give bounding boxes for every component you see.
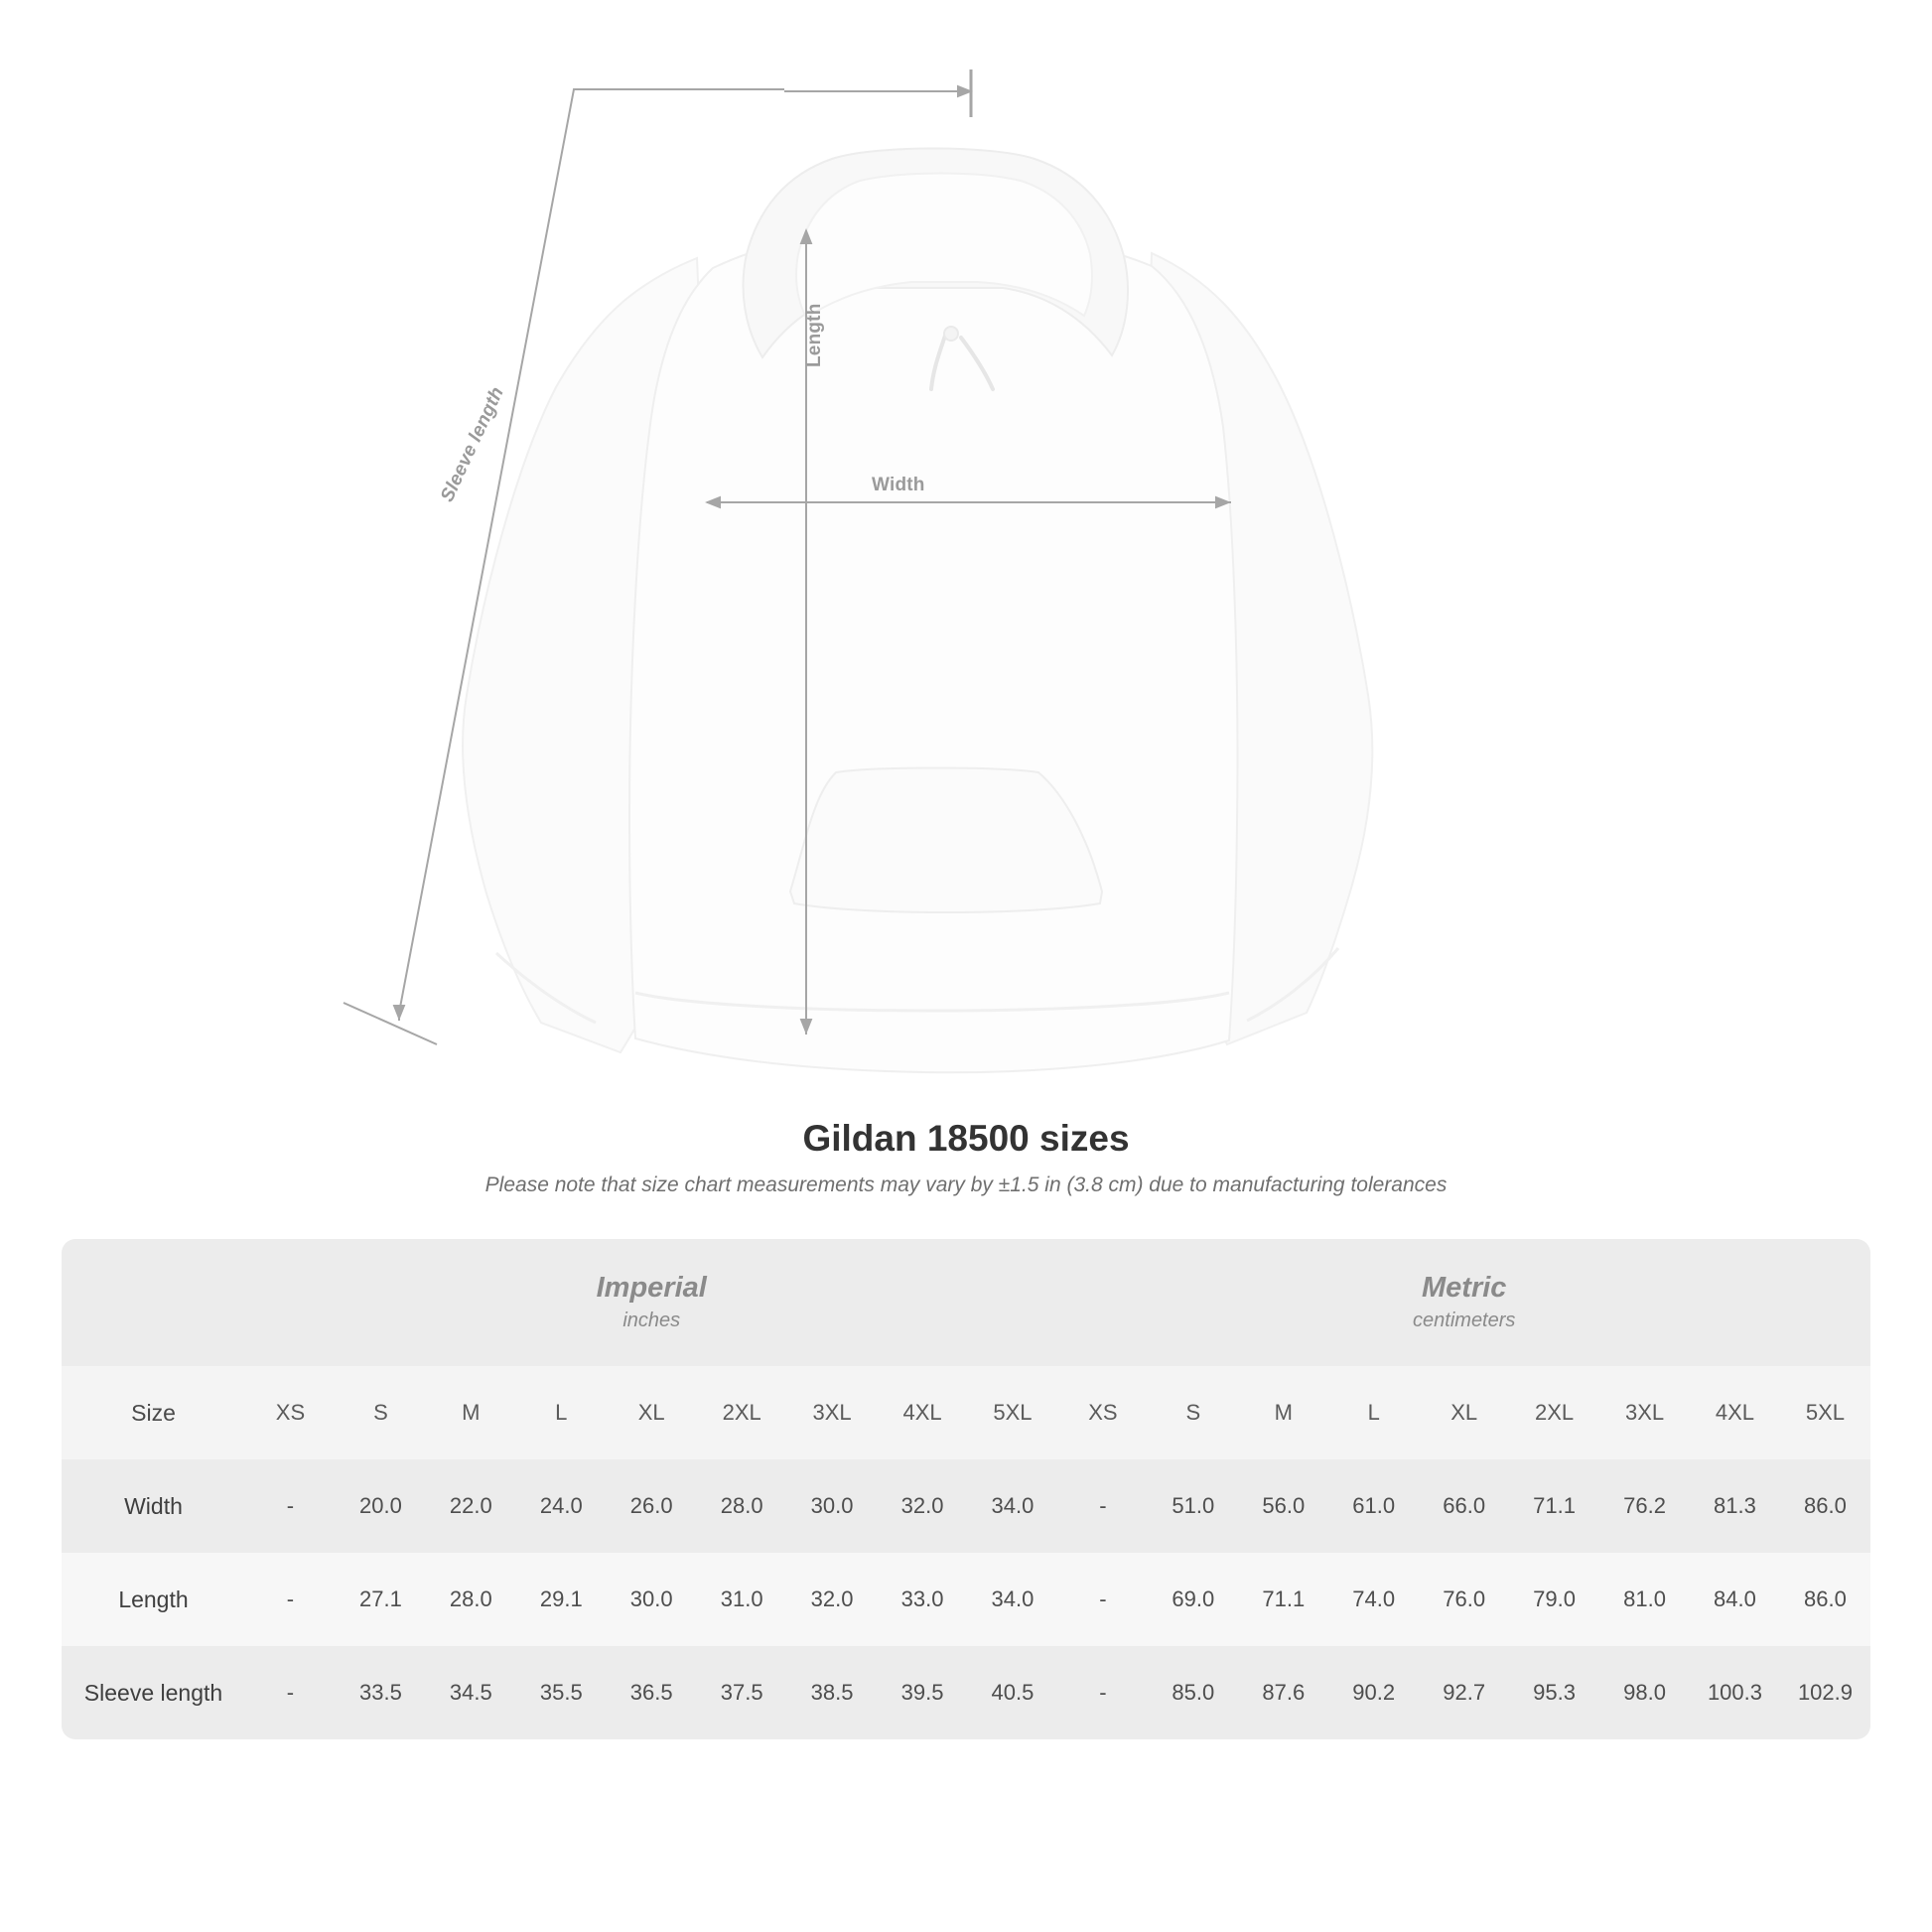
cell-sleeve-metric-xs: - [1057,1646,1148,1739]
cell-sleeve-imperial-xs: - [245,1646,336,1739]
size-header-imperial-4xl: 4XL [878,1366,968,1459]
size-header-imperial-m: M [426,1366,516,1459]
cell-length-imperial-l: 29.1 [516,1553,607,1646]
cell-length-metric-xs: - [1057,1553,1148,1646]
cell-width-metric-s: 51.0 [1148,1459,1238,1553]
size-header-metric-3xl: 3XL [1599,1366,1690,1459]
tolerance-note: Please note that size chart measurements may vary by ±1.5 in (3.8 cm) due to manufacturing tolerances [484,1173,1448,1196]
cell-length-imperial-4xl: 33.0 [878,1553,968,1646]
cell-sleeve-metric-4xl: 100.3 [1690,1646,1780,1739]
cell-width-metric-5xl: 86.0 [1780,1459,1870,1553]
page-title: Gildan 18500 sizes [802,1118,1130,1159]
unit-metric-cell [1057,1239,1870,1366]
cell-length-imperial-5xl: 34.0 [968,1553,1058,1646]
size-chart-table [62,1239,1870,1739]
size-header-metric-xs: XS [1057,1366,1148,1459]
cell-length-metric-5xl: 86.0 [1780,1553,1870,1646]
cell-length-metric-xl: 76.0 [1419,1553,1509,1646]
cell-sleeve-imperial-3xl: 38.5 [787,1646,878,1739]
cell-sleeve-metric-3xl: 98.0 [1599,1646,1690,1739]
cell-length-imperial-s: 27.1 [336,1553,426,1646]
cell-sleeve-imperial-2xl: 37.5 [697,1646,787,1739]
cell-width-metric-l: 61.0 [1328,1459,1419,1553]
row-label-length: Length [62,1553,245,1646]
cell-width-imperial-xs: - [245,1459,336,1553]
cell-width-imperial-5xl: 34.0 [968,1459,1058,1553]
size-header-metric-4xl: 4XL [1690,1366,1780,1459]
sleeve-length-label: Sleeve length [437,383,508,505]
cell-width-imperial-xl: 26.0 [607,1459,697,1553]
size-header-imperial-xs: XS [245,1366,336,1459]
cell-sleeve-imperial-xl: 36.5 [607,1646,697,1739]
cell-width-metric-m: 56.0 [1238,1459,1328,1553]
cell-length-metric-4xl: 84.0 [1690,1553,1780,1646]
size-header-imperial-xl: XL [607,1366,697,1459]
cell-width-metric-xs: - [1057,1459,1148,1553]
cell-sleeve-metric-5xl: 102.9 [1780,1646,1870,1739]
size-header-metric-m: M [1238,1366,1328,1459]
table-row [62,1459,1870,1553]
cell-length-metric-s: 69.0 [1148,1553,1238,1646]
cell-sleeve-metric-s: 85.0 [1148,1646,1238,1739]
row-label-sleeve-length: Sleeve length [62,1646,245,1739]
cell-length-imperial-2xl: 31.0 [697,1553,787,1646]
size-header-imperial-l: L [516,1366,607,1459]
cell-width-imperial-m: 22.0 [426,1459,516,1553]
size-header-imperial-2xl: 2XL [697,1366,787,1459]
cell-width-imperial-2xl: 28.0 [697,1459,787,1553]
table-row [62,1646,1870,1739]
cell-sleeve-metric-2xl: 95.3 [1509,1646,1599,1739]
length-label: Length [804,303,825,367]
size-header-metric-2xl: 2XL [1509,1366,1599,1459]
cell-length-imperial-3xl: 32.0 [787,1553,878,1646]
cell-length-imperial-xs: - [245,1553,336,1646]
cell-length-metric-2xl: 79.0 [1509,1553,1599,1646]
cell-width-metric-xl: 66.0 [1419,1459,1509,1553]
size-header-metric-l: L [1328,1366,1419,1459]
unit-imperial-sub: inches [622,1310,681,1332]
cell-width-imperial-l: 24.0 [516,1459,607,1553]
row-label-width: Width [62,1459,245,1553]
cell-length-metric-m: 71.1 [1238,1553,1328,1646]
hoodie-shape [463,149,1372,1073]
size-header-row [62,1366,1870,1459]
size-header-imperial-s: S [336,1366,426,1459]
size-table-wrap [62,1239,1870,1739]
cell-length-metric-l: 74.0 [1328,1553,1419,1646]
cell-sleeve-metric-xl: 92.7 [1419,1646,1509,1739]
cell-sleeve-imperial-m: 34.5 [426,1646,516,1739]
cell-width-imperial-s: 20.0 [336,1459,426,1553]
cell-width-imperial-4xl: 32.0 [878,1459,968,1553]
unit-imperial-cell [245,1239,1057,1366]
cell-sleeve-imperial-s: 33.5 [336,1646,426,1739]
title-block [0,1118,1932,1197]
unit-imperial-name: Imperial [596,1271,707,1304]
size-header-imperial-3xl: 3XL [787,1366,878,1459]
size-header-metric-xl: XL [1419,1366,1509,1459]
size-header-metric-5xl: 5XL [1780,1366,1870,1459]
width-label: Width [872,475,925,495]
table-row [62,1553,1870,1646]
size-header-metric-s: S [1148,1366,1238,1459]
cell-sleeve-imperial-5xl: 40.5 [968,1646,1058,1739]
size-header-label: Size [62,1366,245,1459]
cell-sleeve-imperial-l: 35.5 [516,1646,607,1739]
cell-sleeve-imperial-4xl: 39.5 [878,1646,968,1739]
cell-sleeve-metric-m: 87.6 [1238,1646,1328,1739]
unit-spacer-cell [62,1239,245,1366]
cell-length-imperial-m: 28.0 [426,1553,516,1646]
size-header-imperial-5xl: 5XL [968,1366,1058,1459]
cell-sleeve-metric-l: 90.2 [1328,1646,1419,1739]
cell-width-metric-2xl: 71.1 [1509,1459,1599,1553]
cell-width-metric-4xl: 81.3 [1690,1459,1780,1553]
cell-width-metric-3xl: 76.2 [1599,1459,1690,1553]
cell-length-metric-3xl: 81.0 [1599,1553,1690,1646]
cell-length-imperial-xl: 30.0 [607,1553,697,1646]
unit-header-row [62,1239,1870,1366]
cell-width-imperial-3xl: 30.0 [787,1459,878,1553]
unit-metric-sub: centimeters [1413,1310,1516,1332]
unit-metric-name: Metric [1422,1271,1507,1304]
